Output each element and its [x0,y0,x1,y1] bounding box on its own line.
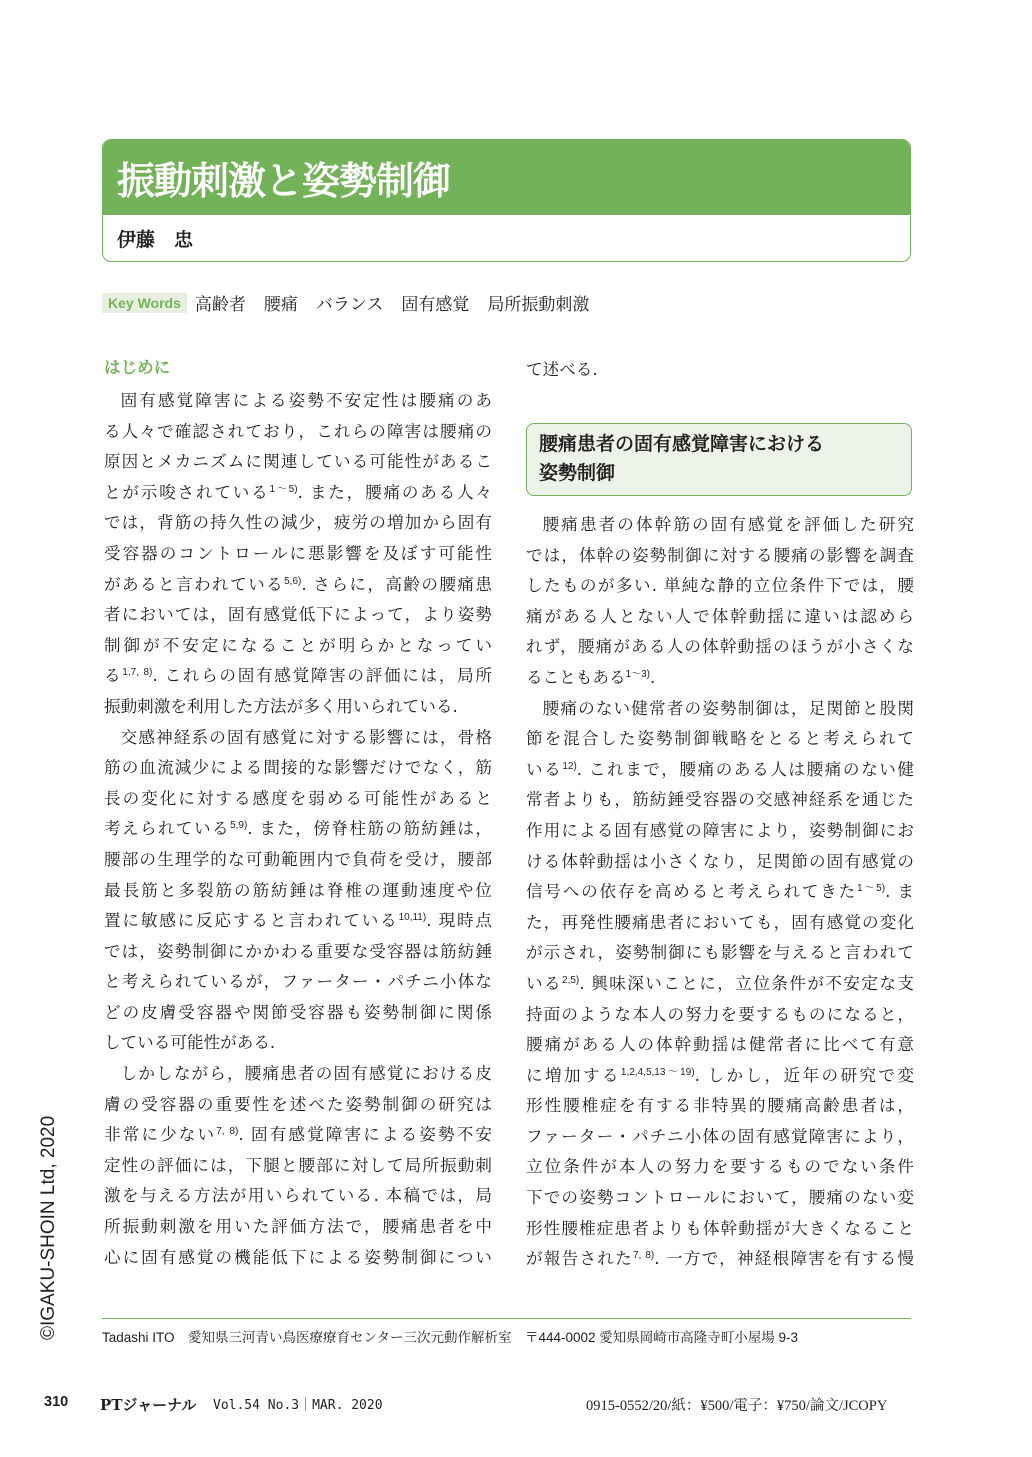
text-line: 常者よりも，筋紡錘受容器の交感神経系を通じた [526,790,914,810]
text-line: 腰痛患者の体幹筋の固有感覚を評価した研究 [542,515,914,534]
citation-ref: 1,7, 8) [122,667,153,679]
text-line: 痛がある人とない人で体幹動揺に違いは認めら [526,606,914,626]
journal-volume: Vol.54 No.3｜MAR. 2020 [213,1398,383,1413]
keyword: 高齢者 [194,295,246,315]
text-line: 所振動刺激を用いた評価方法で，腰痛患者を中 [104,1217,492,1237]
keyword: 局所振動刺激 [487,295,590,315]
text-line: 定性の評価には，下腿と腰部に対して局所振動刺 [104,1155,492,1175]
citation-ref: 7, 8) [216,1126,239,1138]
citation-ref: 1～5) [857,883,886,895]
copyright-notice: ©IGAKU-SHOIN Ltd, 2020 [38,1115,59,1340]
article-title-box [102,139,911,262]
text-line: があると言われている$^{5,6)}$. さらに，高齢の腰痛患 [104,574,492,594]
citation-ref: 5,9) [230,820,248,832]
citation-ref: 5,6) [284,575,302,587]
text-line: 作用による固有感覚の障害により，姿勢制御にお [526,820,914,840]
keyword: 腰痛 [263,295,298,315]
citation-ref: 12) [562,760,577,772]
text-line: る$^{1,7, 8)}$. これらの固有感覚障害の評価には，局所 [104,666,492,686]
text-line: た，再発性腰痛患者においても，固有感覚の変化 [526,912,914,932]
text-line: 持面のような本人の努力を要するものになると， [526,1004,914,1024]
left-body-text [104,386,492,1273]
text-line: る人々で確認されており，これらの障害は腰痛の [104,421,492,441]
text-line: 節を混合した姿勢制御戦略をとると考えられて [526,729,914,749]
citation-ref: 1～5) [269,483,298,495]
right-continuation: て述べる. [526,360,598,379]
text-line: ることもある$^{1\sim 3)}$. [526,667,656,687]
keyword: 固有感覚 [401,295,470,315]
title-band [103,140,910,214]
journal-name: PTジャーナル [100,1396,197,1414]
text-line: 立位条件が本人の努力を要するものでない条件 [526,1157,914,1177]
citation-ref: 7, 8) [632,1250,655,1262]
text-line: 筋の血流減少による間接的な影響だけでなく，筋 [104,758,492,778]
text-line: している可能性がある. [104,1033,276,1053]
text-line: 形性腰椎症患者よりも体幹動揺が大きくなること [526,1218,914,1238]
section-heading-box [526,423,912,496]
page-number: 310 [44,1394,69,1410]
text-line: 腰部の生理学的な可動範囲内で負荷を受け，腰部 [104,849,492,869]
section-heading-line: 姿勢制御 [539,462,616,484]
text-line: 者においては，固有感覚低下によって，より姿勢 [104,605,492,625]
text-line: 激を与える方法が用いられている. 本稿では，局 [104,1186,492,1206]
right-body-text [526,510,914,1275]
text-line: と考えられているが，ファーター・パチニ小体な [104,972,492,992]
text-line: に増加する$^{1,2,4,5,13\sim 19)}$. しかし，近年の研究で変 [526,1065,914,1085]
issn-price: 0915-0552/20/紙：¥500/電子：¥750/論文/JCOPY [586,1398,888,1414]
text-line: 振動刺激を利用した方法が多く用いられている. [104,696,458,716]
footer-divider [102,1318,911,1319]
text-line: 置に敏感に反応すると言われている$^{10,11)}$. 現時点 [104,911,492,931]
text-line: 長の変化に対する感度を弱める可能性があると [104,788,492,808]
keyword: バランス [315,295,384,315]
section-heading-line: 腰痛患者の固有感覚障害における [539,433,825,455]
text-line: が報告された$^{7, 8)}$. 一方で，神経根障害を有する慢 [526,1249,915,1269]
text-line: れず，腰痛がある人の体幹動揺のほうが小さくな [526,637,914,657]
author-affiliation: Tadashi ITO 愛知県三河青い鳥医療療育センター三次元動作解析室 〒444-0002 愛知県岡崎市高隆寺町小屋場 9-3 [102,1330,799,1345]
citation-ref: 2,5) [562,974,580,986]
text-line: したものが多い. 単純な静的立位条件下では，腰 [526,576,914,596]
text-line: 考えられている$^{5,9)}$. また，傍脊柱筋の筋紡錘は， [104,819,492,839]
citation-ref: 1,2,4,5,13～19) [620,1066,695,1078]
left-column [104,356,492,1273]
citation-ref: 10,11) [398,912,427,924]
right-column [526,510,914,1275]
keywords-row [102,290,607,315]
text-line: では，背筋の持久性の減少，疲労の増加から固有 [104,513,492,533]
text-line: 腰痛がある人の体幹動揺は健常者に比べて有意 [526,1035,914,1055]
text-line: 膚の受容器の重要性を述べた姿勢制御の研究は [104,1094,492,1114]
text-line: が示され，姿勢制御にも影響を与えると言われて [526,943,914,963]
text-line: いる$^{2,5)}$. 興味深いことに，立位条件が不安定な支 [526,973,914,993]
text-line: とが示唆されている$^{1\sim 5)}$. また，腰痛のある人々 [104,482,493,502]
citation-ref: 1～3) [625,668,651,680]
text-line: どの皮膚受容器や関節受容器も姿勢制御に関係 [104,1002,492,1022]
text-line: 信号への依存を高めると考えられてきた$^{1\sim 5)}$. ま [526,882,915,902]
text-line: 交感神経系の固有感覚に対する影響には，骨格 [120,727,492,747]
text-line: 最長筋と多裂筋の筋紡錘は脊椎の運動速度や位 [104,880,492,900]
text-line: ける体幹動揺は小さくなり，足関節の固有感覚の [526,851,914,871]
keywords-label: Key Words [102,293,187,313]
text-line: 非常に少ない$^{7, 8)}$. 固有感覚障害による姿勢不安 [104,1125,493,1145]
text-line: いる$^{12)}$. これまで，腰痛のある人は腰痛のない健 [526,759,915,779]
text-line: 固有感覚障害による姿勢不安定性は腰痛のあ [120,391,492,410]
section-heading-intro: はじめに [104,358,171,377]
text-line: では，姿勢制御にかかわる重要な受容器は筋紡錘 [104,941,492,961]
text-line: 制御が不安定になることが明らかとなってい [104,635,492,655]
text-line: 下での姿勢コントロールにおいて，腰痛のない変 [526,1188,914,1208]
article-title: 振動刺激と姿勢制御 [117,158,451,203]
author-name: 伊藤 忠 [103,214,910,262]
text-line: 腰痛のない健常者の姿勢制御は，足関節と股関 [542,698,914,718]
text-line: 形性腰椎症を有する非特異的腰痛高齢患者は， [526,1096,914,1116]
text-line: 心に固有感覚の機能低下による姿勢制御につい [104,1247,492,1267]
text-line: 受容器のコントロールに悪影響を及ぼす可能性 [104,543,492,563]
text-line: では，体幹の姿勢制御に対する腰痛の影響を調査 [526,545,914,565]
text-line: しかしながら，腰痛患者の固有感覚における皮 [120,1064,492,1084]
text-line: 原因とメカニズムに関連している可能性があるこ [104,452,492,472]
text-line: ファーター・パチニ小体の固有感覚障害により， [526,1126,914,1146]
